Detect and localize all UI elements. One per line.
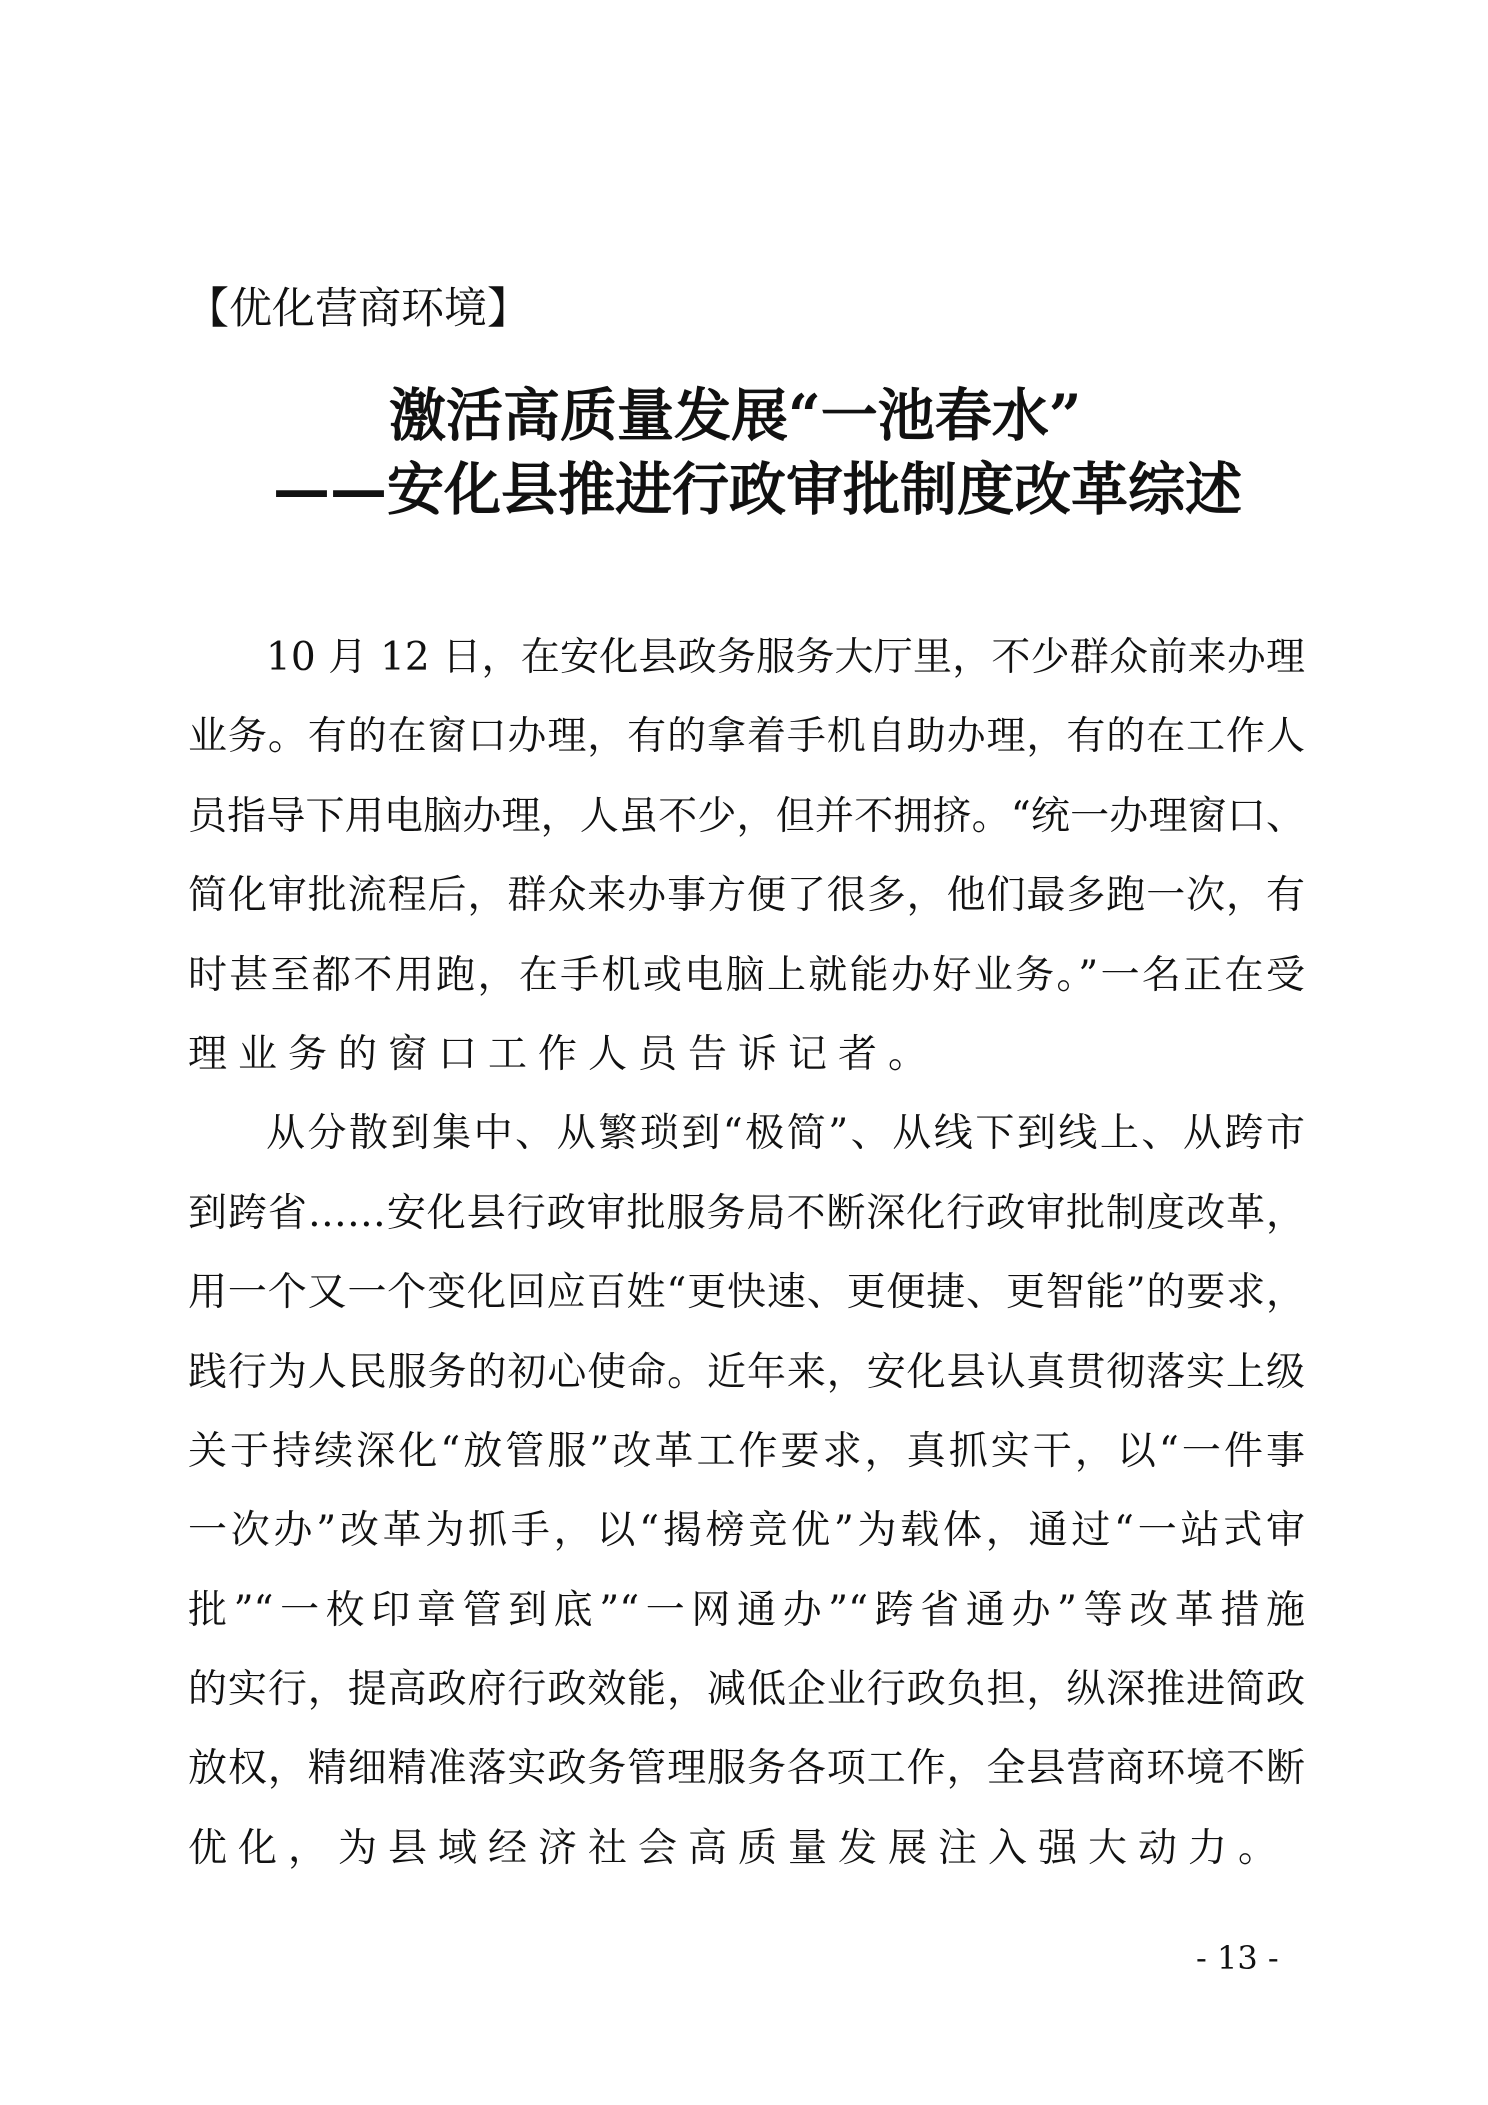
paragraph-line: 时甚至都不用跑，在手机或电脑上就能办好业务。”一名正在受 xyxy=(188,952,1305,998)
article-title: 激活高质量发展“一池春水” xyxy=(389,382,1082,449)
paragraph-line: 到跨省……安化县行政审批服务局不断深化行政审批制度改革， xyxy=(188,1190,1305,1236)
section-tag: 【优化营商环境】 xyxy=(186,284,530,334)
paragraph-1 xyxy=(188,630,1305,1106)
paragraph-line: 优化，为县域经济社会高质量发展注入强大动力。 xyxy=(188,1825,1289,1871)
page-number: - 13 - xyxy=(1196,1939,1279,1977)
paragraph-line: 业务。有的在窗口办理，有的拿着手机自助办理，有的在工作人 xyxy=(188,714,1305,760)
paragraph-line: 的实行，提高政府行政效能，减低企业行政负担，纵深推进简政 xyxy=(188,1667,1305,1713)
paragraph-line: 关于持续深化“放管服”改革工作要求，真抓实干，以“一件事 xyxy=(188,1428,1305,1474)
paragraph-line: 从分散到集中、从繁琐到“极简”、从线下到线上、从跨市 xyxy=(266,1111,1305,1157)
article-subtitle: ——安化县推进行政审批制度改革综述 xyxy=(273,456,1242,523)
paragraph-line: 理业务的窗口工作人员告诉记者。 xyxy=(188,1031,939,1077)
paragraph-line: 简化审批流程后，群众来办事方便了很多，他们最多跑一次，有 xyxy=(188,873,1305,919)
paragraph-line: 批”“一枚印章管到底”“一网通办”“跨省通办”等改革措施 xyxy=(188,1587,1305,1633)
paragraph-line: 员指导下用电脑办理，人虽不少，但并不拥挤。“统一办理窗口、 xyxy=(188,793,1305,839)
paragraph-line: 10 月 12 日，在安化县政务服务大厅里，不少群众前来办理 xyxy=(266,635,1305,680)
paragraph-line: 一次办”改革为抓手，以“揭榜竞优”为载体，通过“一站式审 xyxy=(188,1508,1305,1554)
paragraph-line: 用一个又一个变化回应百姓“更快速、更便捷、更智能”的要求， xyxy=(188,1270,1305,1316)
paragraph-line: 放权，精细精准落实政务管理服务各项工作，全县营商环境不断 xyxy=(188,1746,1305,1792)
paragraph-line: 践行为人民服务的初心使命。近年来，安化县认真贯彻落实上级 xyxy=(188,1349,1305,1395)
article-body xyxy=(188,630,1305,1900)
paragraph-2 xyxy=(188,1106,1305,1900)
